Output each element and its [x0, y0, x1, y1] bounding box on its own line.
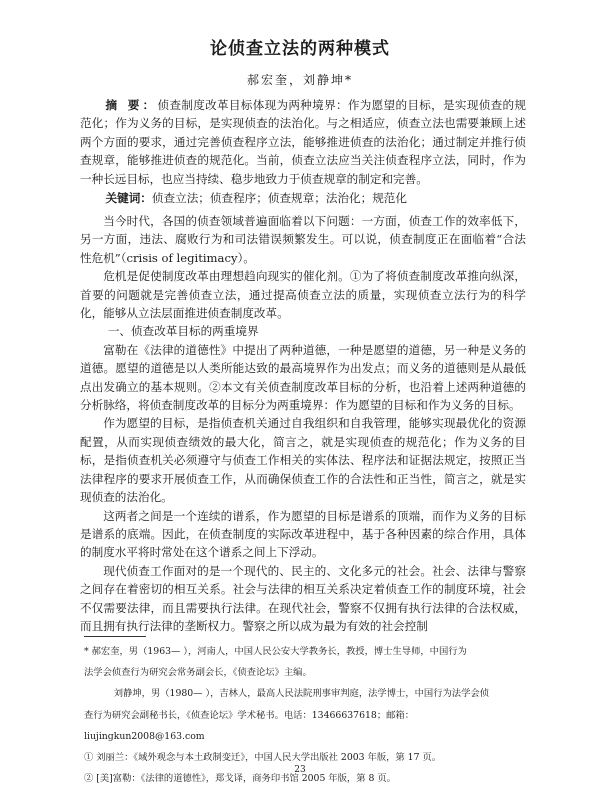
paper-title: 论侦查立法的两种模式: [210, 39, 390, 59]
keywords-label: 关键词：: [105, 191, 152, 205]
section-heading: 一、侦查改革目标的两重境界: [107, 324, 259, 339]
abstract-label: 摘 要：: [105, 98, 158, 112]
abstract: [80, 96, 526, 188]
footnote-author2: 刘静坤，男（1980— ），吉林人，最高人民法院刑事审判庭，法学博士，中国行为法学会侦: [113, 688, 489, 700]
keywords: [80, 189, 526, 207]
footnote-1: ① 刘丽兰：《域外观念与本土政制变迁》，中国人民大学出版社 2003 年版，第 17 页。: [84, 752, 442, 764]
footnote-divider: [84, 636, 146, 637]
paragraph: 这两者之间是一个连续的谱系，作为愿望的目标是谱系的顶端，而作为义务的目标是谱系的底端。因此，在侦查制度的实际改革进程中，基于各种因素的综合作用，具体的制度水平将时常处在这个谱系之间上下浮动。: [80, 508, 526, 560]
paragraph: 富勒在《法律的道德性》中提出了两种道德，一种是愿望的道德，另一种是义务的道德。愿望的道德是以人类所能达致的最高境界作为出发点；而义务的道德则是从最低点出发确立的基本规则。②本文有关侦查制度改革目标的分析，也沿着上述两种道德的分析脉络，将侦查制度改革的目标分为两重境界：作为愿望的目标和作为义务的目标。: [80, 342, 526, 413]
paragraph: 危机是促使制度改革由理想趋向现实的催化剂。①为了将侦查制度改革推向纵深，首要的问题就是完善侦查立法，通过提高侦查立法的质量，实现侦查立法行为的科学化，能够从立法层面推进侦查制度改革。: [80, 269, 526, 321]
body-text: [80, 212, 526, 635]
paragraph: 作为愿望的目标，是指侦查机关通过自我组织和自我管理，能够实现最优化的资源配置，从而实现侦查绩效的最大化，简言之，就是实现侦查的规范化；作为义务的目标，是指侦查机关必须遵守与侦查工作相关的实体法、程序法和证据法规定，按照正当法律程序的要求开展侦查工作，从而确保侦查工作的合法性和正当性，简言之，就是实现侦查的法治化。: [80, 416, 526, 505]
paragraph: 当今时代，各国的侦查领域普遍面临着以下问题：一方面，侦查工作的效率低下，另一方面，违法、腐败行为和司法错误频繁发生。可以说，侦查制度正在面临着“合法性危机”（crisis of legitimacy）。: [80, 214, 526, 265]
footnote-author2-cont: 查行为研究会副秘书长，《侦查论坛》学术秘书。电话：13466637618；邮箱：liujingkun2008@163.com: [84, 709, 415, 742]
footnote-author1: * 郝宏奎，男（1963— ），河南人，中国人民公安大学教务长，教授，博士生导师，中国行为: [84, 646, 467, 657]
author-line: 郝宏奎，刘静坤*: [246, 73, 353, 87]
footnote-2: ② [美]富勒：《法律的道德性》，郑戈译，商务印书馆 2005 年版，第 8 页。: [84, 773, 396, 785]
paragraph: 现代侦查工作面对的是一个现代的、民主的、文化多元的社会。社会、法律与警察之间存在着密切的相互关系。社会与法律的相互关系决定着侦查工作的制度环境，社会不仅需要法律，而且需要执行法律。在现代社会，警察不仅拥有执行法律的合法权威，而且拥有执行法律的垄断权力。警察之所以成为最为有效的社会控制: [80, 563, 526, 633]
footnote-author1-cont: 法学会侦查行为研究会常务副会长，《侦查论坛》主编。: [84, 667, 312, 679]
keywords-text: 侦查立法；侦查程序；侦查规章；法治化；规范化: [151, 191, 407, 205]
page-number: 23: [294, 765, 306, 775]
abstract-text: 侦查制度改革目标体现为两种境界：作为愿望的目标，是实现侦查的规范化；作为义务的目标，是实现侦查的法治化。与之相适应，侦查立法也需要兼顾上述两个方面的要求，通过完善侦查程序立法，能够推进侦查的法治化；通过制定并推行侦查规章，能够推进侦查的规范化。当前，侦查立法应当关注侦查程序立法，同时，作为一种长远目标，也应当持续、稳步地致力于侦查规章的制定和完善。: [80, 98, 526, 186]
